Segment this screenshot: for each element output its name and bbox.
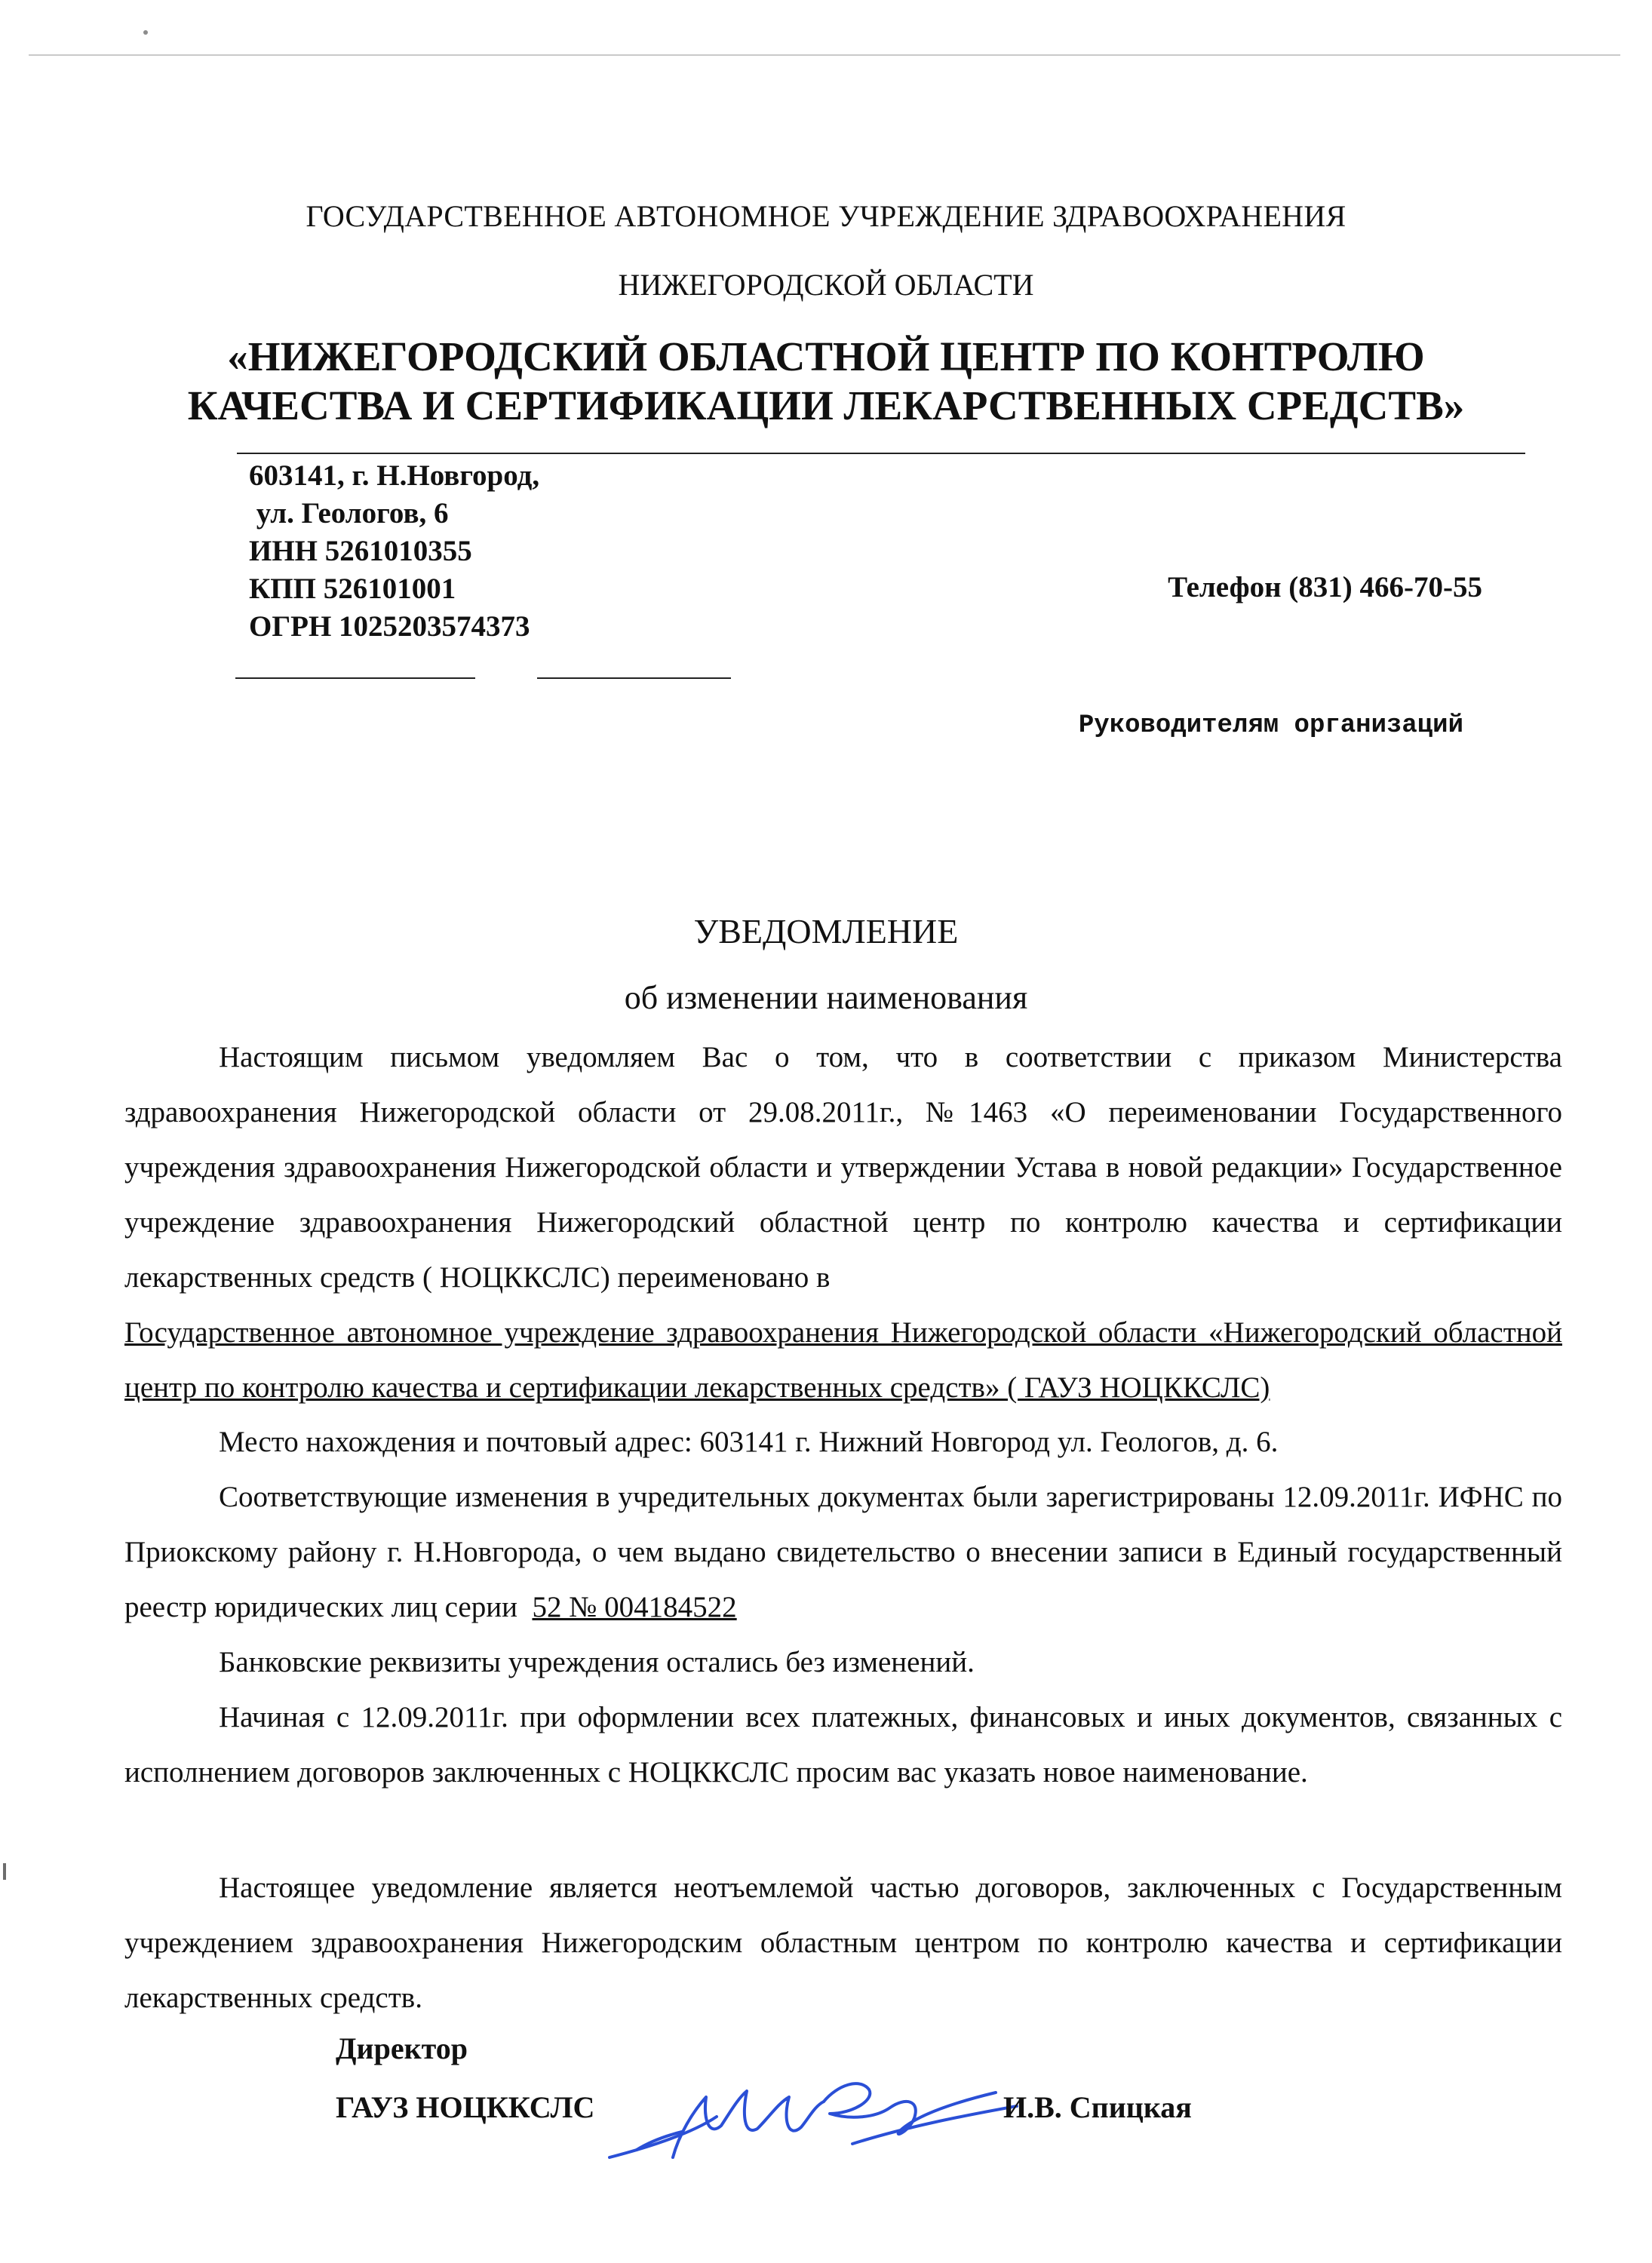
outgoing-number-blank — [235, 677, 475, 679]
inn: ИНН 5261010355 — [249, 535, 472, 567]
body-paragraph-5 — [124, 1690, 1562, 1800]
document-subtitle: об изменении наименования — [624, 979, 1028, 1016]
paragraph-text — [124, 1469, 1562, 1635]
letterhead-line-1: ГОСУДАРСТВЕННОЕ АВТОНОМНОЕ УЧРЕЖДЕНИЕ ЗДРАВООХРАНЕНИЯ — [306, 199, 1346, 233]
address-line-2: ул. Геологов, 6 — [249, 497, 449, 530]
ogrn: ОГРН 1025203574373 — [249, 610, 530, 643]
address-line-1: 603141, г. Н.Новгород, — [249, 459, 540, 492]
handwritten-signature — [603, 2067, 1026, 2165]
paragraph-text: Настоящее уведомление является неотъемлемой частью договоров, заключенных с Государственным учреждением здравоохранения Нижегородским областным центром по контролю качества и сертификации лекарственных средств. — [124, 1872, 1562, 2014]
organization-name-line-2: КАЧЕСТВА И СЕРТИФИКАЦИИ ЛЕКАРСТВЕННЫХ СРЕДСТВ» — [187, 382, 1465, 428]
paragraph-text: Начиная с 12.09.2011г. при оформлении всех платежных, финансовых и иных документов, связанных с исполнением договоров заключенных с НОЦККСЛС просим вас указать новое наименование. — [124, 1701, 1562, 1789]
certificate-number: 52 № 004184522 — [532, 1591, 737, 1623]
addressee: Руководителям организаций — [1078, 711, 1463, 740]
scan-edge-line — [29, 54, 1620, 56]
paragraph-text: Настоящим письмом уведомляем Вас о том, что в соответствии с приказом Министерства здравоохранения Нижегородской области от 29.08.2011г., №1463 «О переименовании Государственного учреждения здравоохранения Нижегородской области и утверждении Устава в новой редакции» Государственное учреждение здравоохранения Нижегородский областной центр по контролю качества и сертификации лекарственных средств ( НОЦККСЛС) переименовано в — [124, 1041, 1562, 1294]
requisites-block — [249, 457, 539, 646]
letterhead-line-2: НИЖЕГОРОДСКОЙ ОБЛАСТИ — [618, 268, 1034, 302]
paragraph-text: Банковские реквизиты учреждения остались без изменений. — [219, 1646, 975, 1678]
paragraph-text: Место нахождения и почтовый адрес: 603141 г. Нижний Новгород ул. Геологов, д. 6. — [219, 1426, 1279, 1458]
organization-name — [0, 332, 1652, 430]
scan-speck — [143, 30, 148, 35]
body-paragraph-3 — [124, 1469, 1562, 1635]
phone: Телефон (831) 466-70-55 — [1168, 571, 1482, 603]
signatory-name: И.В. Спицкая — [1003, 2090, 1192, 2124]
organization-name-line-1: «НИЖЕГОРОДСКИЙ ОБЛАСТНОЙ ЦЕНТР ПО КОНТРОЛЮ — [227, 333, 1425, 379]
new-organization-name: Государственное автономное учреждение здравоохранения Нижегородской области «Нижегородский областной центр по контролю качества и сертификации лекарственных средств» ( ГАУЗ НОЦККСЛС) — [124, 1316, 1562, 1404]
scan-edge-mark — [3, 1863, 6, 1880]
signatory-organization: ГАУЗ НОЦККСЛС — [336, 2090, 595, 2124]
body-paragraph-4 — [124, 1635, 1562, 1690]
signatory-position: Директор — [336, 2031, 468, 2065]
paragraph-text-main: Соответствующие изменения в учредительных документах были зарегистрированы 12.09.2011г. ИФНС по Приокскому району г. Н.Новгорода, о чем выдано свидетельство о внесении записи в Единый государственный реестр юридических лиц серии — [124, 1481, 1562, 1623]
letterhead-rule — [237, 453, 1525, 454]
outgoing-date-blank — [537, 677, 731, 679]
document-title: УВЕДОМЛЕНИЕ — [693, 912, 959, 950]
body-paragraph-1 — [124, 1030, 1562, 1415]
body-paragraph-6 — [124, 1860, 1562, 2025]
kpp: КПП 526101001 — [249, 573, 456, 605]
body-paragraph-2 — [124, 1414, 1562, 1469]
